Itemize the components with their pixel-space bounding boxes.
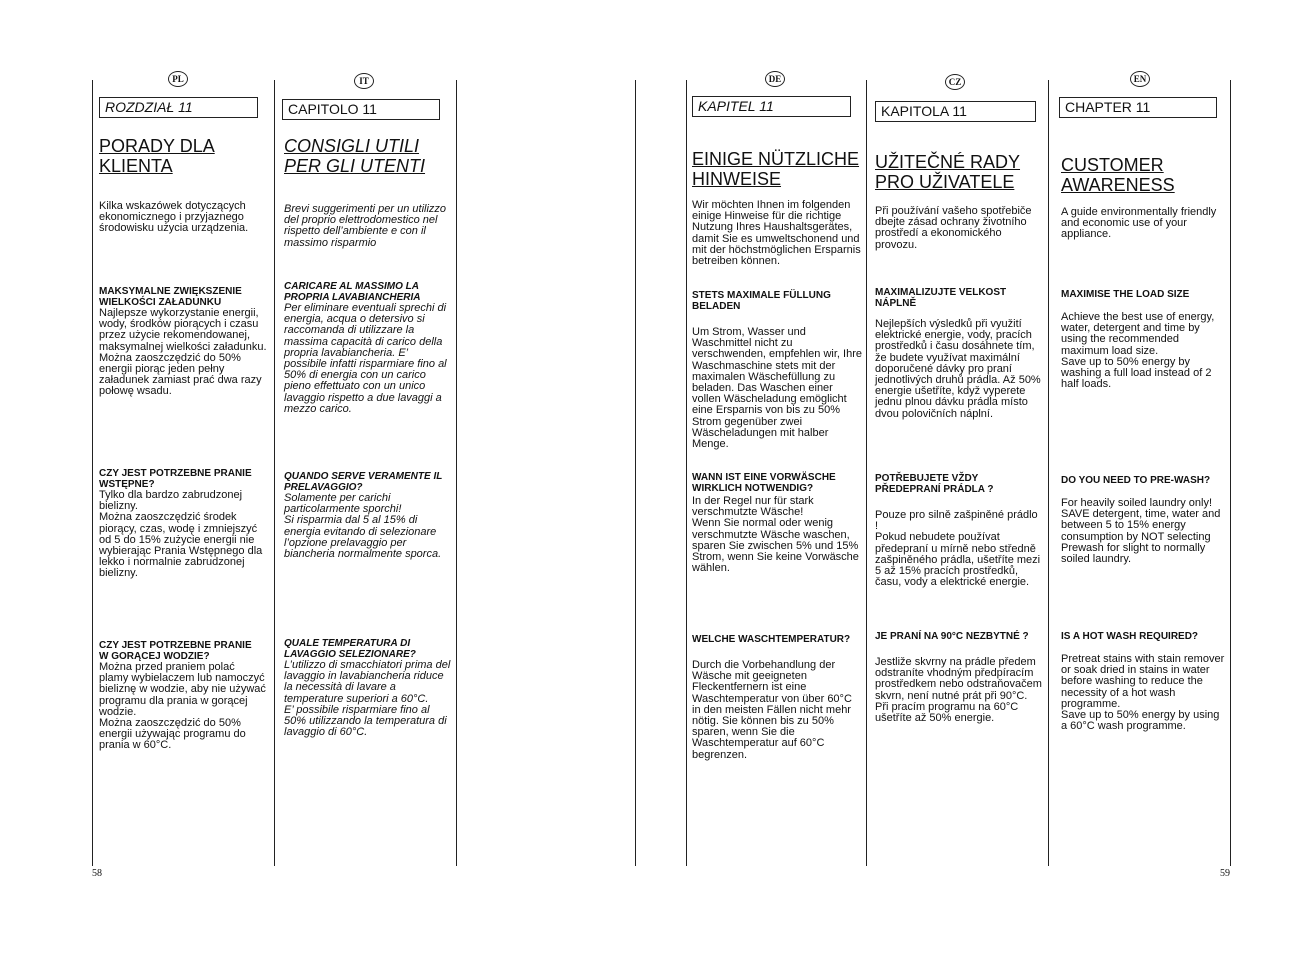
divider-line (686, 80, 687, 866)
lang-badge-de: DE (765, 71, 785, 87)
section-title-pl (99, 136, 269, 176)
subheading-pl-3: CZY JEST POTRZEBNE PRANIE W GORĄCEJ WODZIE? (99, 640, 252, 662)
body-text-cz-1: Nejlepších výsledků při využití elektrické energie, vody, pracích prostředků i času dosáhnete tím, že budete využívat maximální doporučené dávky pro praní jednotlivých druhů prádla. Až 50% energie ušetříte, když vyperete jednu plnou dávku prádla místo dvou polovičních náplní. (875, 318, 1041, 420)
chapter-label-de: KAPITEL 11 (692, 96, 851, 117)
body-text-it-1: Per eliminare eventuali sprechi di energia, acqua o detersivo si raccomanda di utilizzare la massima capacità di carico della propria lavabiancheria. E’ possibile infatti risparmiare fino al 50% di energia con un carico pieno effettuato con un unico lavaggio rispetto a due lavaggi a mezzo carico. (284, 302, 447, 415)
subheading-cz-1: MAXIMALIZUJTE VELKOST NÁPLNĚ (875, 287, 1007, 309)
divider-line (274, 80, 275, 866)
subheading-cz-2: POTŘEBUJETE VŽDY PŘEDEPRANÍ PRÁDLA ? (875, 473, 994, 495)
chapter-label-cz: KAPITOLA 11 (875, 101, 1036, 122)
section-title-line: KLIENTA (99, 156, 173, 176)
subheading-pl-2: CZY JEST POTRZEBNE PRANIE WSTĘPNE? (99, 468, 252, 490)
divider-line (1048, 80, 1049, 866)
section-title-it (284, 136, 454, 176)
intro-text-it: Brevi suggerimenti per un utilizzo del proprio elettrodomestico nel rispetto dell’ambiente e con il massimo risparmio (284, 203, 447, 249)
intro-text-de: Wir möchten Ihnen im folgenden einige Hinweise für die richtige Nutzung Ihres Haushaltsgerätes, damit Sie es umweltschonend und mit der höchstmöglichen Ersparnis betreiben können. (692, 199, 861, 268)
subheading-it-2: QUANDO SERVE VERAMENTE IL PRELAVAGGIO? (284, 471, 443, 493)
subheading-de-1: STETS MAXIMALE FÜLLUNG BELADEN (692, 290, 831, 312)
lang-badge-cz: CZ (945, 74, 965, 90)
intro-text-en: A guide environmentally friendly and economic use of your appliance. (1061, 206, 1217, 241)
divider-line (866, 80, 867, 866)
page-number-right: 59 (1220, 868, 1230, 879)
chapter-label-pl: ROZDZIAŁ 11 (99, 97, 258, 118)
lang-badge-pl: PL (168, 71, 188, 87)
section-title-de (692, 149, 864, 189)
lang-badge-it: IT (354, 73, 374, 89)
section-title-en (1061, 155, 1226, 195)
lang-badge-en: EN (1130, 71, 1150, 87)
divider-line (456, 80, 457, 866)
subheading-cz-3: JE PRANÍ NA 90°C NEZBYTNÉ ? (875, 631, 1029, 642)
section-title-cz (875, 152, 1047, 192)
section-title-line: HINWEISE (692, 169, 782, 189)
subheading-en-3: IS A HOT WASH REQUIRED? (1061, 631, 1199, 642)
section-title-line: EINIGE NÜTZLICHE (692, 149, 860, 169)
subheading-en-1: MAXIMISE THE LOAD SIZE (1061, 289, 1190, 300)
page-number-left: 58 (92, 868, 102, 879)
chapter-label-it: CAPITOLO 11 (282, 99, 440, 120)
body-text-en-1: Achieve the best use of energy, water, detergent and time by using the recommended maximum load size. Save up to 50% energy by washing a full load instead of 2 half loads. (1061, 311, 1215, 391)
section-title-line: CUSTOMER (1061, 155, 1164, 175)
intro-text-cz: Při používání vašeho spotřebiče dbejte zásad ochrany životního prostředí a ekonomického provozu. (875, 205, 1032, 251)
section-title-line: CONSIGLI UTILI (284, 136, 420, 156)
subheading-de-3: WELCHE WASCHTEMPERATUR? (692, 634, 851, 645)
intro-text-pl: Kilka wskazówek dotyczących ekonomicznego i przyjaznego środowisku użycia urządzenia. (99, 200, 249, 235)
subheading-de-2: WANN IST EINE VORWÄSCHE WIRKLICH NOTWENDIG? (692, 472, 836, 494)
divider-line (92, 80, 93, 866)
body-text-cz-2: Pouze pro silně zašpiněné prádlo ! Pokud nebudete používat předepraní u mírně nebo středně zašpiněného prádla, ušetříte mezi 5 až 15% pracích prostředků, času, vody a elektrické energie. (875, 509, 1041, 589)
section-title-line: UŽITEČNÉ RADY (875, 152, 1021, 172)
subheading-pl-1: MAKSYMALNE ZWIĘKSZENIE WIELKOŚCI ZAŁADUNKU (99, 286, 242, 308)
section-title-line: PRO UŽIVATELE (875, 172, 1015, 192)
body-text-pl-2: Tylko dla bardzo zabrudzonej bielizny. Można zaoszczędzić środek piorący, czas, wodę i zmniejszyć od 5 do 15% zużycie energii nie wybierając Prania Wstępnego dla lekko i normalnie zabrudzonej bielizny. (99, 489, 263, 580)
body-text-pl-1: Najlepsze wykorzystanie energii, wody, środków piorących i czasu przez użycie rekomendowanej, maksymalnej wielkości załadunku. Można zaoszczędzić do 50% energii piorąc jeden pełny załadunek zamiast prać dwa razy połowę wsadu. (99, 307, 267, 398)
body-text-de-2: In der Regel nur für stark verschmutzte Wäsche! Wenn Sie normal oder wenig verschmutzte Wäsche waschen, sparen Sie zwischen 5% und 15% Strom, wenn Sie keine Vorwäsche wählen. (692, 495, 859, 575)
subheading-it-1: CARICARE AL MASSIMO LA PROPRIA LAVABIANCHERIA (284, 281, 421, 303)
body-text-en-3: Pretreat stains with stain remover or soak dried in stains in water before washing to reduce the necessity of a hot wash programme. Save up to 50% energy by using a 60°C wash programme. (1061, 653, 1225, 733)
section-title-line: PER GLI UTENTI (284, 156, 426, 176)
body-text-pl-3: Można przed praniem polać plamy wybielaczem lub namoczyć bieliznę w wodzie, aby nie używać programu dla prania w gorącej wodzie. Można zaoszczędzić do 50% energii używając programu do prania w 60°C. (99, 661, 266, 752)
body-text-cz-3: Jestliže skvrny na prádle předem odstraníte vhodným předpíracím prostředkem nebo odstraňovačem skvrn, není nutné prát při 90°C. Při pracím programu na 60°C ušetříte až 50% energie. (875, 656, 1042, 725)
subheading-en-2: DO YOU NEED TO PRE-WASH? (1061, 475, 1211, 486)
divider-line (635, 80, 636, 866)
section-title-line: PORADY DLA (99, 136, 215, 156)
chapter-label-en: CHAPTER 11 (1059, 97, 1217, 118)
body-text-it-3: L’utilizzo di smacchiatori prima del lavaggio in lavabiancheria riduce la necessità di lavare a temperature superiori a 60°C. E’ possibile risparmiare fino al 50% utilizzando la temperatura di lavaggio di 60°C. (284, 659, 451, 739)
section-title-line: AWARENESS (1061, 175, 1175, 195)
body-text-en-2: For heavily soiled laundry only! SAVE detergent, time, water and between 5 to 15% energy consumption by NOT selecting Prewash for slight to normally soiled laundry. (1061, 497, 1221, 566)
body-text-de-3: Durch die Vorbehandlung der Wäsche mit geeigneten Fleckentfernern ist eine Waschtemperatur von über 60°C in den meisten Fällen nicht mehr nötig. Sie können bis zu 50% sparen, wenn Sie die Waschtemperatur auf 60°C begrenzen. (692, 659, 852, 761)
divider-line (1230, 80, 1231, 866)
subheading-it-3: QUALE TEMPERATURA DI LAVAGGIO SELEZIONARE? (284, 638, 416, 660)
body-text-it-2: Solamente per carichi particolarmente sporchi! Si risparmia dal 5 al 15% di energia evitando di selezionare l’opzione prelavaggio per biancheria normalmente sporca. (284, 492, 442, 561)
body-text-de-1: Um Strom, Wasser und Waschmittel nicht zu verschwenden, empfehlen wir, Ihre Waschmaschine stets mit der maximalen Wäschefüllung zu beladen. Das Waschen einer vollen Wäscheladung emöglicht eine Ersparnis von bis zu 50% Strom gegenüber zwei Wäscheladungen mit halber Menge. (692, 326, 862, 451)
